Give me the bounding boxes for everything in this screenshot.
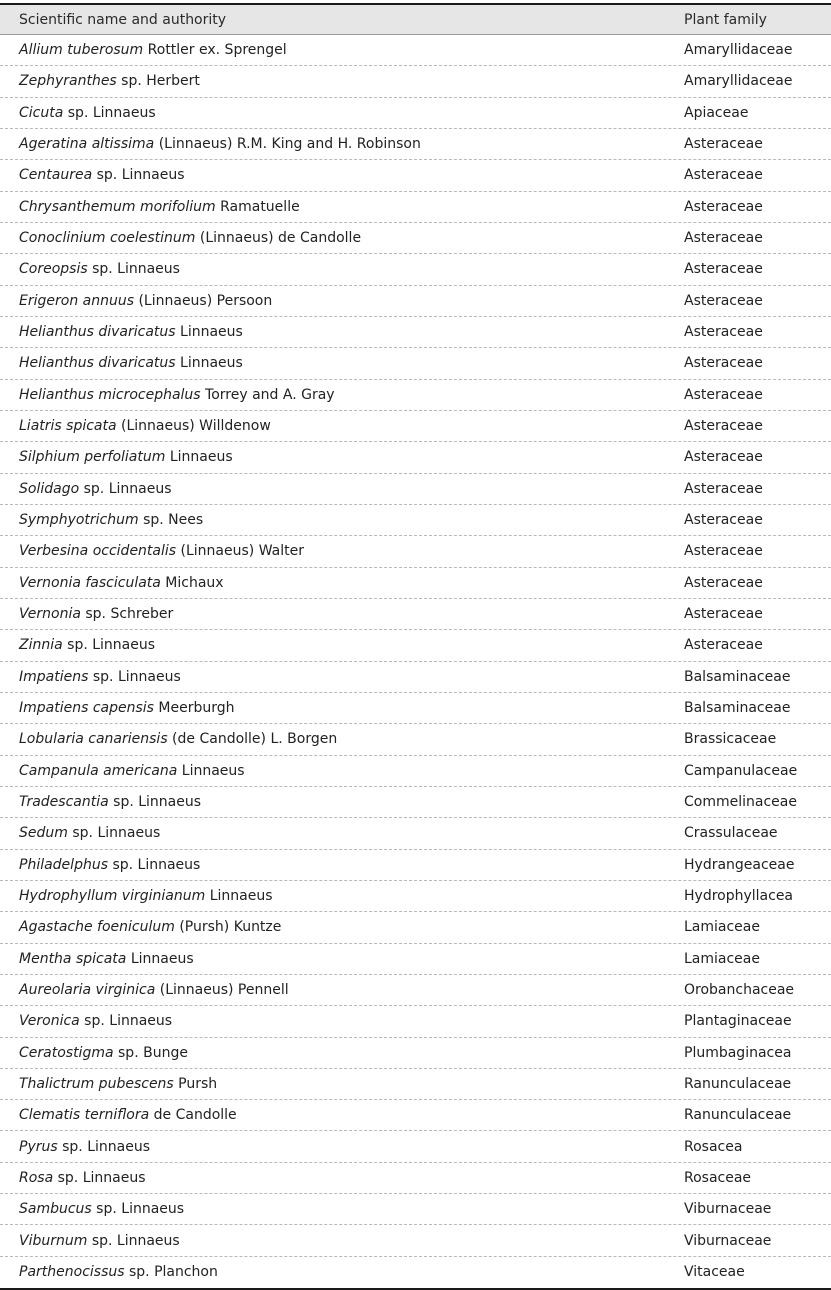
authority: sp. Nees bbox=[138, 512, 204, 529]
plant-family-cell: Plumbaginacea bbox=[684, 1044, 792, 1061]
table-row bbox=[0, 944, 831, 975]
table-row bbox=[0, 850, 831, 881]
taxon-name: Impatiens capensis bbox=[19, 700, 154, 717]
taxon-name: Centaurea bbox=[19, 167, 93, 184]
table-row bbox=[0, 1257, 831, 1288]
plant-family-cell: Asteraceae bbox=[684, 574, 763, 591]
table-row bbox=[0, 818, 831, 849]
taxon-name: Sambucus bbox=[19, 1201, 92, 1218]
taxon-name: Ceratostigma bbox=[19, 1044, 114, 1061]
authority: (Linnaeus) Willdenow bbox=[116, 418, 271, 435]
taxon-name: Impatiens bbox=[19, 668, 89, 685]
scientific-name-cell bbox=[0, 951, 684, 967]
plant-family-cell: Campanulaceae bbox=[684, 762, 798, 779]
scientific-name-cell bbox=[0, 105, 684, 121]
table-row bbox=[0, 881, 831, 912]
taxon-name: Campanula americana bbox=[19, 762, 178, 779]
authority: (Pursh) Kuntze bbox=[174, 919, 282, 936]
scientific-name-cell bbox=[0, 230, 684, 246]
plant-family-cell: Vitaceae bbox=[684, 1264, 745, 1281]
plant-family-cell: Amaryllidaceae bbox=[684, 73, 793, 90]
scientific-name-cell bbox=[0, 794, 684, 810]
plant-family-cell: Lamiaceae bbox=[684, 919, 760, 936]
taxon-name: Parthenocissus bbox=[19, 1264, 125, 1281]
table-row bbox=[0, 1100, 831, 1131]
taxon-name: Tradescantia bbox=[19, 794, 109, 811]
authority: Linnaeus bbox=[126, 950, 194, 967]
plant-family-cell: Balsaminaceae bbox=[684, 700, 791, 717]
plant-family-cell: Hydrophyllacea bbox=[684, 888, 794, 905]
plant-family-cell: Viburnaceae bbox=[684, 1232, 772, 1249]
plant-family-cell: Crassulaceae bbox=[684, 825, 778, 842]
scientific-name-cell bbox=[0, 575, 684, 591]
plant-family-cell: Rosaceae bbox=[684, 1169, 752, 1186]
taxon-name: Helianthus divaricatus bbox=[19, 324, 176, 341]
taxon-name: Solidago bbox=[19, 480, 80, 497]
scientific-name-cell bbox=[0, 606, 684, 622]
scientific-name-cell bbox=[0, 669, 684, 685]
authority: sp. Linnaeus bbox=[53, 1169, 146, 1186]
scientific-name-cell bbox=[0, 1264, 684, 1280]
plant-family-cell: Asteraceae bbox=[684, 167, 763, 184]
plant-family-cell: Asteraceae bbox=[684, 418, 763, 435]
scientific-name-cell bbox=[0, 857, 684, 873]
scientific-name-cell bbox=[0, 1107, 684, 1123]
authority: de Candolle bbox=[149, 1107, 237, 1124]
taxon-name: Vernonia bbox=[19, 606, 81, 623]
authority: sp. Linnaeus bbox=[79, 480, 172, 497]
table-row bbox=[0, 693, 831, 724]
table-row bbox=[0, 787, 831, 818]
plant-family-cell: Amaryllidaceae bbox=[684, 42, 793, 59]
taxon-name: Verbesina occidentalis bbox=[19, 543, 177, 560]
authority: Rottler ex. Sprengel bbox=[143, 42, 287, 59]
authority: Michaux bbox=[160, 574, 224, 591]
plant-family-cell: Asteraceae bbox=[684, 606, 763, 623]
authority: sp. Herbert bbox=[116, 73, 200, 90]
plant-family-cell: Asteraceae bbox=[684, 480, 763, 497]
table-row bbox=[0, 380, 831, 411]
plant-family-cell: Rosacea bbox=[684, 1138, 743, 1155]
authority: sp. Linnaeus bbox=[92, 167, 185, 184]
taxon-name: Thalictrum pubescens bbox=[19, 1075, 174, 1092]
authority: sp. Linnaeus bbox=[91, 1201, 185, 1218]
table-row bbox=[0, 662, 831, 693]
plant-family-cell: Commelinaceae bbox=[684, 794, 797, 811]
plant-family-cell: Asteraceae bbox=[684, 230, 763, 247]
authority: (Linnaeus) R.M. King and H. Robinson bbox=[154, 136, 421, 153]
table-row bbox=[0, 975, 831, 1006]
taxon-name: Aureolaria virginica bbox=[19, 982, 156, 998]
plant-family-cell: Asteraceae bbox=[684, 512, 763, 529]
authority: sp. Linnaeus bbox=[67, 825, 161, 842]
plant-family-cell: Asteraceae bbox=[684, 449, 763, 466]
taxon-name: Helianthus divaricatus bbox=[19, 355, 176, 372]
plant-family-cell: Asteraceae bbox=[684, 355, 763, 372]
table-row bbox=[0, 411, 831, 442]
taxon-name: Clematis terniflora bbox=[19, 1107, 150, 1124]
scientific-name-cell bbox=[0, 355, 684, 371]
table-row bbox=[0, 35, 831, 66]
table-row bbox=[0, 442, 831, 473]
authority: sp. Schreber bbox=[80, 606, 174, 623]
plant-family-cell: Hydrangeaceae bbox=[684, 856, 795, 873]
authority: sp. Linnaeus bbox=[108, 794, 202, 811]
scientific-name-cell bbox=[0, 543, 684, 559]
table-row bbox=[0, 348, 831, 379]
taxon-name: Ageratina altissima bbox=[19, 136, 155, 153]
taxon-name: Cicuta bbox=[19, 104, 64, 121]
authority: Pursh bbox=[173, 1075, 218, 1092]
taxon-name: Veronica bbox=[19, 1013, 80, 1030]
plant-family-cell: Lamiaceae bbox=[684, 950, 760, 967]
scientific-name-cell bbox=[0, 449, 684, 465]
scientific-name-cell bbox=[0, 1013, 684, 1029]
scientific-name-cell bbox=[0, 637, 684, 653]
taxon-name: Lobularia canariensis bbox=[19, 731, 168, 748]
taxon-name: Hydrophyllum virginianum bbox=[19, 888, 206, 905]
table-row bbox=[0, 1038, 831, 1069]
scientific-name-cell bbox=[0, 731, 684, 747]
table-row bbox=[0, 223, 831, 254]
authority: Ramatuelle bbox=[215, 198, 300, 215]
table-row bbox=[0, 1225, 831, 1256]
plant-family-cell: Asteraceae bbox=[684, 324, 763, 341]
authority: sp. Linnaeus bbox=[62, 637, 156, 654]
table-row bbox=[0, 192, 831, 223]
table-row bbox=[0, 474, 831, 505]
authority: (Linnaeus) Pennell bbox=[155, 982, 289, 998]
taxon-name: Mentha spicata bbox=[19, 950, 127, 967]
scientific-name-cell bbox=[0, 42, 684, 58]
table-body bbox=[0, 35, 831, 1288]
table-row bbox=[0, 724, 831, 755]
taxon-name: Vernonia fasciculata bbox=[19, 574, 161, 591]
authority: sp. Planchon bbox=[124, 1264, 218, 1281]
plant-family-cell: Balsaminaceae bbox=[684, 668, 791, 685]
plant-family-cell: Ranunculaceae bbox=[684, 1107, 792, 1124]
authority: (Linnaeus) Persoon bbox=[134, 292, 273, 309]
authority: Torrey and A. Gray bbox=[200, 386, 335, 403]
column-header-plant-family: Plant family bbox=[684, 11, 767, 28]
authority: Linnaeus bbox=[177, 762, 245, 779]
authority: Linnaeus bbox=[165, 449, 233, 466]
plant-family-cell: Asteraceae bbox=[684, 261, 763, 278]
table-row bbox=[0, 98, 831, 129]
authority: Linnaeus bbox=[175, 355, 243, 372]
taxon-name: Zinnia bbox=[19, 637, 63, 654]
plant-family-cell: Plantaginaceae bbox=[684, 1013, 792, 1030]
taxon-name: Silphium perfoliatum bbox=[19, 449, 166, 466]
plant-family-cell: Asteraceae bbox=[684, 136, 763, 153]
scientific-name-cell bbox=[0, 700, 684, 716]
taxon-name: Chrysanthemum morifolium bbox=[19, 198, 216, 215]
authority: sp. Linnaeus bbox=[79, 1013, 173, 1030]
table-row bbox=[0, 505, 831, 536]
scientific-name-cell bbox=[0, 136, 684, 152]
taxon-name: Liatris spicata bbox=[19, 418, 117, 435]
authority: sp. Bunge bbox=[113, 1044, 188, 1061]
scientific-name-cell bbox=[0, 1045, 684, 1061]
authority: sp. Linnaeus bbox=[87, 1232, 180, 1249]
plant-family-cell: Asteraceae bbox=[684, 198, 763, 215]
table-row bbox=[0, 160, 831, 191]
taxon-name: Coreopsis bbox=[19, 261, 88, 278]
authority: sp. Linnaeus bbox=[108, 856, 201, 873]
table-row bbox=[0, 254, 831, 285]
plant-family-cell: Brassicaceae bbox=[684, 731, 777, 748]
scientific-name-cell bbox=[0, 1076, 684, 1092]
table-row bbox=[0, 568, 831, 599]
table-row bbox=[0, 599, 831, 630]
plant-species-table bbox=[0, 3, 831, 1290]
taxon-name: Helianthus microcephalus bbox=[19, 386, 201, 403]
authority: (Linnaeus) de Candolle bbox=[195, 230, 362, 247]
authority: Linnaeus bbox=[205, 888, 273, 905]
scientific-name-cell bbox=[0, 167, 684, 183]
scientific-name-cell bbox=[0, 324, 684, 340]
scientific-name-cell bbox=[0, 919, 684, 935]
authority: (Linnaeus) Walter bbox=[176, 543, 304, 560]
taxon-name: Pyrus bbox=[19, 1138, 58, 1155]
table-row bbox=[0, 66, 831, 97]
authority: sp. Linnaeus bbox=[57, 1138, 150, 1155]
plant-family-cell: Asteraceae bbox=[684, 386, 763, 403]
table-row bbox=[0, 912, 831, 943]
authority: Meerburgh bbox=[153, 700, 235, 717]
taxon-name: Agastache foeniculum bbox=[19, 919, 175, 936]
scientific-name-cell bbox=[0, 982, 684, 998]
scientific-name-cell bbox=[0, 387, 684, 403]
table-row bbox=[0, 286, 831, 317]
taxon-name: Allium tuberosum bbox=[19, 42, 144, 59]
scientific-name-cell bbox=[0, 1233, 684, 1249]
scientific-name-cell bbox=[0, 512, 684, 528]
scientific-name-cell bbox=[0, 73, 684, 89]
table-row bbox=[0, 1006, 831, 1037]
taxon-name: Rosa bbox=[19, 1169, 54, 1186]
table-row bbox=[0, 1131, 831, 1162]
scientific-name-cell bbox=[0, 293, 684, 309]
taxon-name: Sedum bbox=[19, 825, 68, 842]
table-row bbox=[0, 756, 831, 787]
taxon-name: Philadelphus bbox=[19, 856, 108, 873]
authority: sp. Linnaeus bbox=[87, 261, 180, 278]
table-row bbox=[0, 317, 831, 348]
taxon-name: Zephyranthes bbox=[19, 73, 117, 90]
scientific-name-cell bbox=[0, 1139, 684, 1155]
scientific-name-cell bbox=[0, 481, 684, 497]
plant-family-cell: Asteraceae bbox=[684, 543, 763, 560]
taxon-name: Viburnum bbox=[19, 1232, 88, 1249]
table-row bbox=[0, 536, 831, 567]
column-header-scientific-name: Scientific name and authority bbox=[19, 11, 227, 28]
plant-family-cell: Orobanchaceae bbox=[684, 982, 795, 998]
scientific-name-cell bbox=[0, 199, 684, 215]
plant-family-cell: Asteraceae bbox=[684, 637, 763, 654]
authority: Linnaeus bbox=[175, 324, 243, 341]
plant-family-cell: Asteraceae bbox=[684, 292, 763, 309]
taxon-name: Conoclinium coelestinum bbox=[19, 230, 196, 247]
table-row bbox=[0, 630, 831, 661]
table-row bbox=[0, 129, 831, 160]
scientific-name-cell bbox=[0, 1201, 684, 1217]
scientific-name-cell bbox=[0, 825, 684, 841]
plant-family-cell: Ranunculaceae bbox=[684, 1075, 792, 1092]
scientific-name-cell bbox=[0, 888, 684, 904]
taxon-name: Symphyotrichum bbox=[19, 512, 139, 529]
table-row bbox=[0, 1163, 831, 1194]
plant-family-cell: Viburnaceae bbox=[684, 1201, 772, 1218]
plant-family-cell: Apiaceae bbox=[684, 104, 749, 121]
authority: sp. Linnaeus bbox=[88, 668, 181, 685]
scientific-name-cell bbox=[0, 1170, 684, 1186]
scientific-name-cell bbox=[0, 418, 684, 434]
scientific-name-cell bbox=[0, 261, 684, 277]
authority: (de Candolle) L. Borgen bbox=[167, 731, 338, 748]
authority: sp. Linnaeus bbox=[63, 104, 156, 121]
table-header bbox=[0, 5, 831, 35]
scientific-name-cell bbox=[0, 763, 684, 779]
table-row bbox=[0, 1194, 831, 1225]
table-row bbox=[0, 1069, 831, 1100]
taxon-name: Erigeron annuus bbox=[19, 292, 135, 309]
